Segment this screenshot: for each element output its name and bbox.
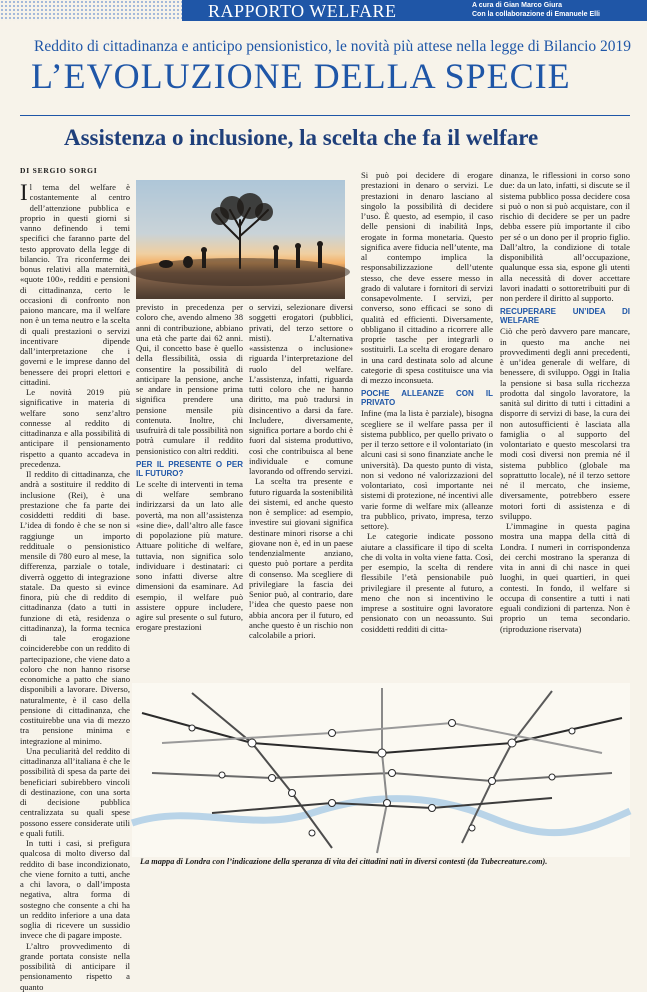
section-heading: POCHE ALLEANZE CON IL PRIVATO: [361, 389, 493, 408]
column-3: [249, 302, 353, 682]
credit-line-2: Con la collaborazione di Emanuele Elli: [472, 10, 600, 18]
divider: [20, 115, 630, 116]
section-heading: RECUPERARE UN’IDEA DI WELFARE: [500, 307, 630, 326]
article-photo: [136, 180, 345, 299]
paragraph: [20, 182, 130, 387]
paragraph: Una peculiarità del reddito di cittadinanza all’italiana è che le possibilità di spesa da parte dei beneficiari subirebbero vincoli di destinazione, con una sorta di decisione pubblica centralizzata su quali spese possono essere considerate utili e quali futili.: [20, 745, 130, 838]
map-caption: La mappa di Londra con l’indicazione della speranza di vita dei cittadini nati in diversi contesti (da Tubecreature.com).: [140, 857, 548, 866]
paragraph: previsto in precedenza per coloro che, avendo almeno 38 anni di contribuzione, abbiano una età che parte dai 62 anni. Qui, il concetto base è quello della flessibilità, ossia di consentire la possibilità di anticipare la pensione, anche se andare in pensione prima significa prendere una pensione mensile più contenuta. Inoltre, chi usufruirà di tale possibilità non potrà cumulare il reddito pensionistico con altri redditi.: [136, 302, 243, 456]
drop-cap: I: [20, 180, 28, 205]
column-4: [361, 170, 493, 682]
paragraph: Le novità 2019 più significative in materia di welfare sono senz’altro connesse al reddito di cittadinanza e alla possibilità di anticipare il pensionamento rispetto a quanto accadeva in precedenza.: [20, 387, 130, 469]
article-subtitle: Reddito di cittadinanza e anticipo pensionistico, le novità più attese nella legge di Bilancio 2019: [34, 38, 632, 55]
paragraph: Si può poi decidere di erogare prestazioni in denaro o servizi. Le prestazioni in denaro lasciano al singolo la possibilità di decidere l’uso. È questo, ad esempio, il caso delle pensioni di inabilità Inps, erogate in forma monetaria. Questo significa avere fiducia nell’utente, ma al contempo implica la responsabilizzazione dell’utente stesso, che deve essere messo in grado di valutare i fornitori di servizi consapevolmente. I servizi, per converso, sono efficaci se sono di qualità ed efficienti. Diversamente, obbligano il cittadino a ricorrere alle proprie tasche per integrarli o sostituirli. La scelta di erogare denaro in una card destinata solo ad alcune categorie di spesa costituisce una via di mezzo inconsueta.: [361, 170, 493, 385]
paragraph: In tutti i casi, si prefigura qualcosa di molto diverso dal reddito di base incondizionato, che viene fornito a tutti, anche a chi lavora, o dall’imposta negativa, altra forma di sostegno che consente a chi ha un reddito inferiore a una data soglia di ricevere un sussidio invece che di pagare imposte.: [20, 838, 130, 941]
paragraph: Ciò che però davvero pare mancare, in questo ma anche nei provvedimenti degli anni precedenti, è un’idea generale di welfare, di benessere, di sviluppo. Oggi in Italia la pensione si basa sulla ricchezza prodotta dal singolo lavoratore, la sanità sul diritto di tutti i cittadini a disporre di servizi di base, la cura dei non autosufficienti è lasciata alla famiglia o al supporto del volontariato e questo mescolarsi tra modi così diversi non premia né il sistema pubblico (globale ma soprattutto locale), né il terzo settore né il mercato, che insieme, diversamente, potrebbero essere motori forti di assistenza e di sviluppo.: [500, 326, 630, 521]
paragraph: L’altro provvedimento di grande portata consiste nella possibilità di anticipare il pensionamento rispetto a quanto: [20, 940, 130, 992]
article-kicker: L’EVOLUZIONE DELLA SPECIE: [31, 56, 571, 96]
london-map: [132, 683, 630, 857]
paragraph: Le categorie indicate possono aiutare a classificare il tipo di scelta che di volta in volta viene fatta. Così, per esempio, la scelta di rendere flessibile l’età pensionabile può privilegiare il presente al futuro, a meno che non si incentivino le imprese a sostituire ogni lavoratore pensionato con un neoassunto. Sui cosiddetti redditi di citta-: [361, 531, 493, 634]
article-headline: Assistenza o inclusione, la scelta che fa il welfare: [64, 125, 539, 150]
paragraph: L’immagine in questa pagina mostra una mappa della città di Londra. I numeri in corrispondenza dei cerchi mostrano la speranza di vita in anni di chi nasce in quei luoghi, in quei quartieri, in quei contesti. In fondo, il welfare si occupa di consentire a tutti i nati eguali condizioni di partenza. Non è proprio un tema secondario. (riproduzione riservata): [500, 521, 630, 634]
column-5: [500, 170, 630, 682]
column-2: [136, 302, 243, 682]
paragraph: La scelta tra presente e futuro riguarda la sostenibilità dei sistemi, ed anche questo non è semplice: ad esempio, investire sui giovani significa destinare minori risorse a chi giovane non è, ed in un paese tendenzialmente anziano, questo può portare a perdita di consenso. Ma scegliere di privilegiare la fascia dei Senior può, al contrario, dare l’idea che questo paese non abbia ancora per il futuro, ed anche questo è un rischio non calcolabile a priori.: [249, 476, 353, 640]
paragraph-text: l tema del welfare è costantemente al centro dell’attenzione pubblica e proprio in questi giorni si vanno definendo i temi specifici che faranno parte del testo approvato della legge di bilancio. Tra riconferme dei bonus relativi alla maternità, «quote 100», redditi e pensioni di cittadinanza, certo le occasioni di confronto non paiono mancare, ma il welfare non è un tema neutro e la scelta di quali prestazioni o servizi incentivare dipende dall’interpretazione che i governi e le imprese danno del benessere dei propri elettori e cittadini.: [20, 182, 130, 387]
tube-map-drawing: [132, 683, 630, 857]
section-header: [0, 0, 647, 21]
editor-credits: [472, 2, 600, 19]
paragraph: Le scelte di interventi in tema di welfare sembrano indirizzarsi da un lato alle povertà, ma non all’assistenza «sine die», dall’altro alle fasce di popolazione più mature. Attuare politiche di welfare, tuttavia, non significa solo individuare i destinatari: ci sono infatti diverse altre dimensioni da esaminare. Ad esempio, il welfare può assistere oppure includere, agire sul presente o sul futuro, erogare prestazioni: [136, 478, 243, 633]
paragraph: o servizi, selezionare diversi soggetti erogatori (pubblici, privati, del terzo settore o misti). L’alternativa «assistenza o inclusione» riguarda l’interpretazione del ruolo del welfare. L’assistenza, infatti, riguarda tutti coloro che ne hanno diritto, ma può tradursi in disincentivo a darsi da fare. Includere, diversamente, significa portare a bordo chi è fuori dal sistema produttivo, così che contribuisca al bene individuale e comune lavorando od offrendo servizi.: [249, 302, 353, 476]
header-pattern: [0, 0, 182, 21]
section-heading: PER IL PRESENTE O PER IL FUTURO?: [136, 459, 243, 478]
column-1: [20, 180, 130, 992]
byline: DI SERGIO SORGI: [20, 166, 98, 175]
paragraph: dinanza, le riflessioni in corso sono due: da un lato, infatti, si discute se il sistema pubblico possa decidere cosa si può o non si può acquistare, con il rischio di decidere se per un padre debba essere più importante il cibo per sé o un dono per il proprio figlio. Dall’altro, la condizione di totale disponibilità all’occupazione, qualunque essa sia, espone gli utenti alla necessità di dover accettare lavori inadatti o sottoretribuiti pur di non perdere il diritto al supporto.: [500, 170, 630, 303]
paragraph: Il reddito di cittadinanza, che andrà a sostituire il reddito di inclusione (Rei), è una prestazione che fa parte dei cosiddetti redditi di base. L’idea di fondo è che se non si raggiunge un importo reddituale o pensionistico mensile di 780 euro al mese, la differenza, parziale o totale, diverrà oggetto di integrazione statale. Da questo si evince finora, più che di reddito di cittadinanza (dato a tutti in funzione di età, residenza o cittadinanza), la forma tecnica di tale erogazione coinciderebbe con un reddito di partecipazione, che viene dato a coloro che non hanno risorse economiche a patto che siano disponibili a lavorare. Diverso, naturalmente, è il caso della pensione di cittadinanza, che costituirebbe una via di mezzo tra pensione minima e integrazione al minimo.: [20, 469, 130, 746]
evolution-silhouette-image: [136, 180, 345, 299]
section-title: RAPPORTO WELFARE: [208, 1, 397, 21]
credit-line-1: A cura di Gian Marco Giura: [472, 2, 562, 9]
paragraph: Infine (ma la lista è parziale), bisogna scegliere se il welfare passa per il sistema pubblico, per quello privato o per il terzo settore e il volontariato (in alcuni casi si sono finanziate anche le università). Da questo punto di vista, non si vedono né valorizzazioni del volontariato, così importante nei sistemi di protezione, né incentivi alle varie forme di welfare mix (alleanze tra pubblico, privato, impresa, terzo settore).: [361, 408, 493, 531]
